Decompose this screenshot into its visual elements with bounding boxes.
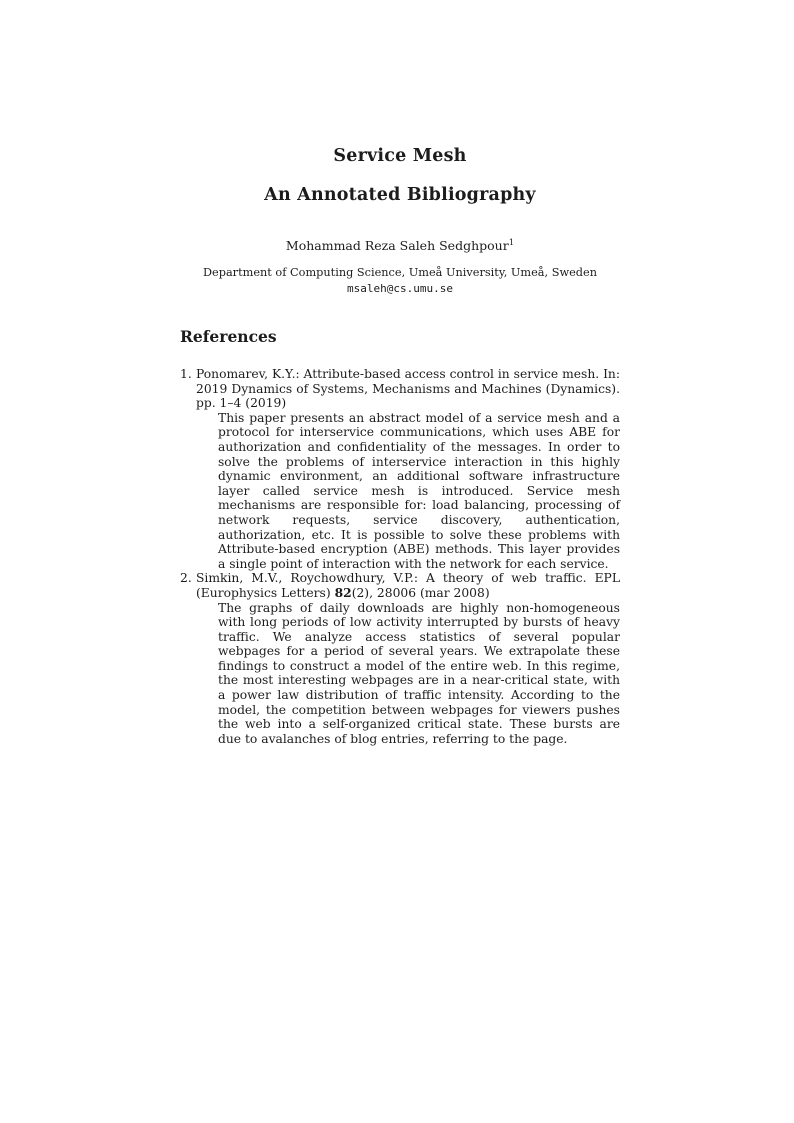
doc-title-line2: An Annotated Bibliography xyxy=(264,185,536,205)
citation-volume: 82 xyxy=(334,584,352,600)
author-email: msaleh@cs.umu.se xyxy=(347,282,453,295)
references-heading: References xyxy=(180,327,277,346)
citation-text: Ponomarev, K.Y.: Attribute-based access control in service mesh. In: 2019 Dynamics of Systems, Mechanisms and Machines (Dynamics). pp. 1–4 (2019) xyxy=(196,367,620,411)
author-affiliation-mark: 1 xyxy=(508,237,515,248)
doc-title-line1: Service Mesh xyxy=(333,146,467,166)
reference-number: 2. xyxy=(180,571,192,586)
reference-annotation: This paper presents an abstract model of a service mesh and a protocol for interservice communications, which uses ABE for authorization and confidentiality of the messages. In order to solve the problems of interservice interaction in this highly dynamic environment, an additional software infrastructure layer called service mesh is introduced. Service mesh mechanisms are responsible for: load balancing, processing of network requests, service discovery, authentication, authorization, etc. It is possible to solve these problems with Attribute-based encryption (ABE) methods. This layer provides a single point of interaction with the network for each service. xyxy=(218,410,620,571)
author-line xyxy=(180,238,620,253)
author-name: Mohammad Reza Saleh Sedghpour xyxy=(285,238,509,253)
title-block xyxy=(180,146,620,295)
reference-item-2 xyxy=(180,571,620,746)
citation-text: Simkin, M.V., Roychowdhury, V.P.: A theory of web traffic. EPL (Europhysics Letters) xyxy=(196,571,620,600)
reference-number: 1. xyxy=(180,367,192,381)
reference-annotation: The graphs of daily downloads are highly non-homogeneous with long periods of low activity interrupted by bursts of heavy traffic. We analyze access statistics of several popular webpages for a period of several years. We extrapolate these findings to construct a model of the entire web. In this regime, the most interesting webpages are in a near-critical state, with a power law distribution of traffic intensity. According to the model, the competition between webpages for viewers pushes the web into a self-organized critical state. These bursts are due to avalanches of blog entries, referring to the page. xyxy=(218,600,620,746)
reference-citation xyxy=(196,571,620,600)
references-list xyxy=(180,367,620,746)
affiliation-line: Department of Computing Science, Umeå University, Umeå, Sweden xyxy=(202,266,598,279)
citation-text-post: (2), 28006 (mar 2008) xyxy=(351,585,490,600)
reference-item-1 xyxy=(180,367,620,571)
reference-citation xyxy=(196,367,620,411)
